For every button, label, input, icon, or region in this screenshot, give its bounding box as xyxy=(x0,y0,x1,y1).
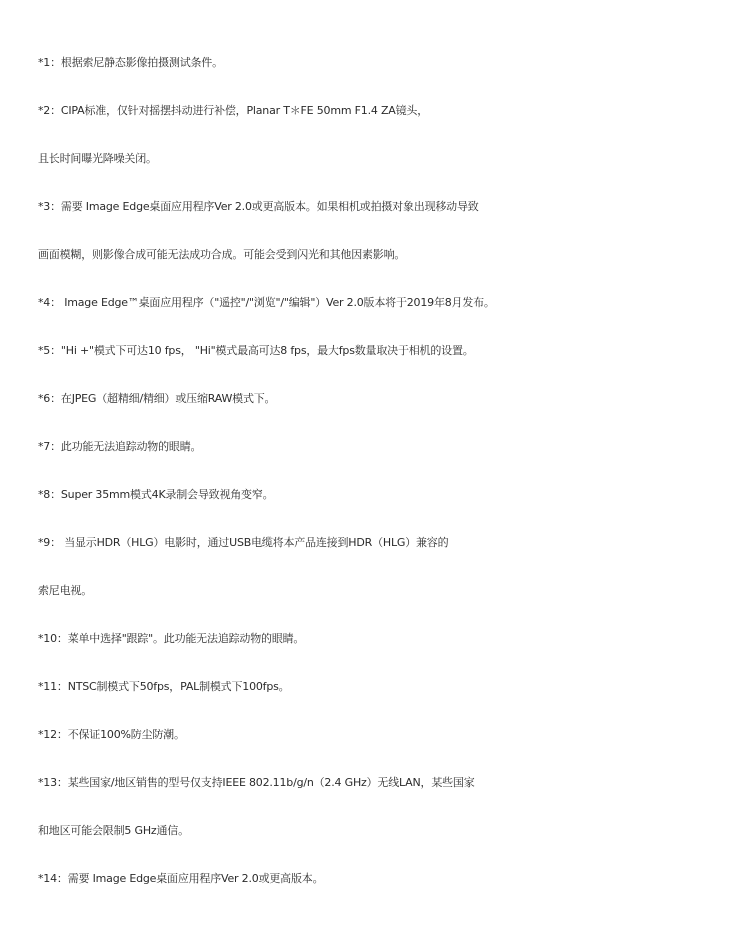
footnote-text: *5："Hi +"模式下可达10 fps， "Hi"模式最高可达8 fps，最大fps数量取决于相机的设置。 xyxy=(38,344,474,357)
footnote-text: *7：此功能无法追踪动物的眼睛。 xyxy=(38,440,202,453)
footnote-12 xyxy=(38,721,750,769)
footnote-text-continued: 和地区可能会限制5 GHz通信。 xyxy=(38,824,189,837)
footnote-text: *10：菜单中选择"跟踪"。此功能无法追踪动物的眼睛。 xyxy=(38,632,305,645)
footnote-text: *12：不保证100%防尘防潮。 xyxy=(38,728,185,741)
footnote-9 xyxy=(38,529,750,625)
footnote-text-continued: 且长时间曝光降噪关闭。 xyxy=(38,152,157,165)
footnote-8 xyxy=(38,481,750,529)
footnote-text-continued: 画面模糊，则影像合成可能无法成功合成。可能会受到闪光和其他因素影响。 xyxy=(38,248,406,261)
footnote-text: *9： 当显示HDR（HLG）电影时，通过USB电缆将本产品连接到HDR（HLG）兼容的 xyxy=(38,536,449,549)
footnote-text: *4： Image Edge™桌面应用程序（"遥控"/"浏览"/"编辑"）Ver 2.0版本将于2019年8月发布。 xyxy=(38,296,495,309)
footnote-list xyxy=(38,49,750,913)
footnote-6 xyxy=(38,385,750,433)
footnote-3 xyxy=(38,193,750,289)
footnote-5 xyxy=(38,337,750,385)
footnote-2 xyxy=(38,97,750,193)
footnote-text: *6：在JPEG（超精细/精细）或压缩RAW模式下。 xyxy=(38,392,276,405)
footnote-text: *1：根据索尼静态影像拍摄测试条件。 xyxy=(38,56,223,69)
footnote-text: *11：NTSC制模式下50fps，PAL制模式下100fps。 xyxy=(38,680,290,693)
footnote-14 xyxy=(38,865,750,913)
footnote-text: *3：需要 Image Edge桌面应用程序Ver 2.0或更高版本。如果相机或拍摄对象出现移动导致 xyxy=(38,200,479,213)
footnote-10 xyxy=(38,625,750,673)
footnote-text: *13：某些国家/地区销售的型号仅支持IEEE 802.11b/g/n（2.4 GHz）无线LAN，某些国家 xyxy=(38,776,475,789)
footnote-4 xyxy=(38,289,750,337)
footnote-text: *2：CIPA标准，仅针对摇摆抖动进行补偿，Planar T＊FE 50mm F1.4 ZA镜头， xyxy=(38,104,429,117)
footnote-11 xyxy=(38,673,750,721)
footnote-text: *8：Super 35mm模式4K录制会导致视角变窄。 xyxy=(38,488,274,501)
footnote-1 xyxy=(38,49,750,97)
footnote-13 xyxy=(38,769,750,865)
footnote-7 xyxy=(38,433,750,481)
footnote-text: *14：需要 Image Edge桌面应用程序Ver 2.0或更高版本。 xyxy=(38,872,324,885)
footnote-text-continued: 索尼电视。 xyxy=(38,584,92,597)
